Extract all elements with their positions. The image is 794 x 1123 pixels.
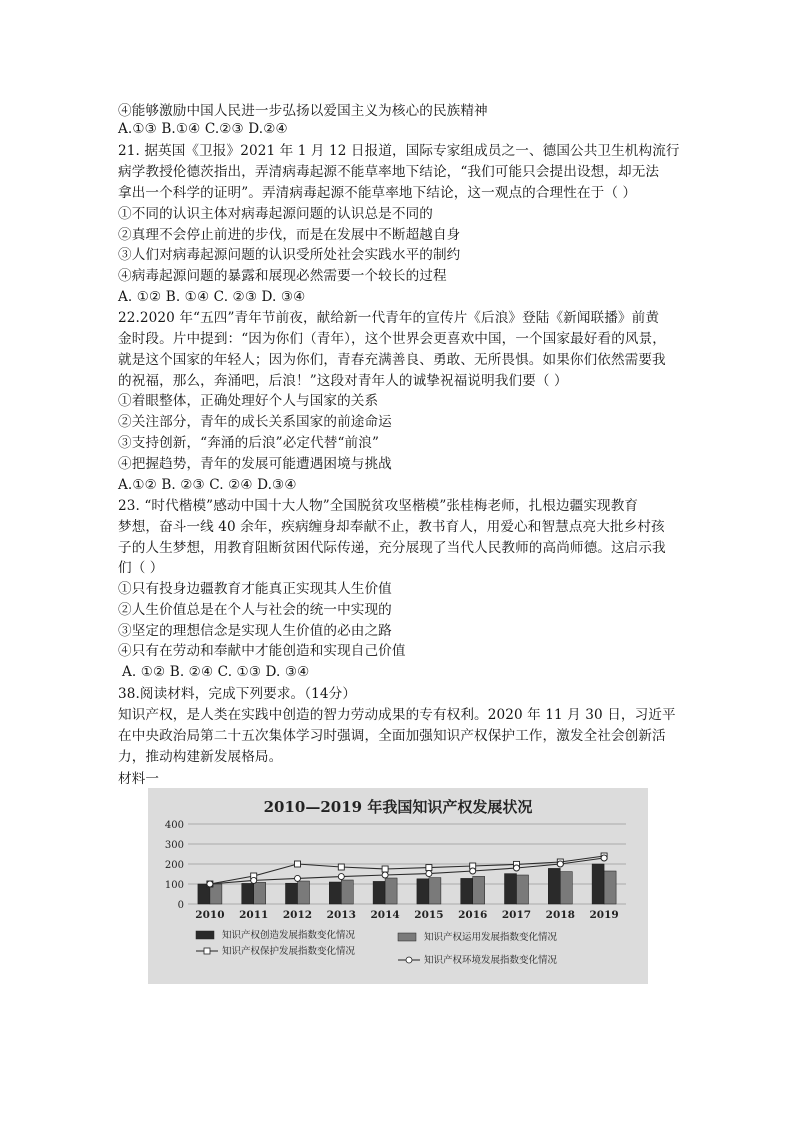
bar-creation: [329, 882, 341, 904]
bar-creation: [461, 878, 473, 904]
bar-utilization: [341, 880, 353, 904]
protection-point: [382, 866, 388, 872]
text-line: ①不同的认识主体对病毒起源问题的认识总是不同的: [118, 206, 433, 222]
y-tick-label: 200: [164, 860, 184, 871]
text-line: 知识产权，是人类在实践中创造的智力劳动成果的专有权利。2020 年 11 月 30 日，习近平: [118, 707, 676, 723]
text-line: ②人生价值总是在个人与社会的统一中实现的: [118, 602, 392, 618]
text-line: A.①② B. ②③ C. ②④ D.③④: [118, 477, 297, 493]
text-line: ④把握趋势，青年的发展可能遭遇困境与挑战: [118, 456, 392, 472]
bar-utilization: [254, 882, 266, 904]
text-line: 拿出一个科学的证明”。弄清病毒起源不能草率地下结论，这一观点的合理性在于（ ）: [118, 185, 637, 201]
bar-utilization: [473, 876, 485, 904]
y-tick-label: 300: [164, 840, 184, 851]
environment-point: [207, 881, 213, 887]
text-line: ①只有投身边疆教育才能真正实现其人生价值: [118, 581, 392, 597]
environment-point: [295, 875, 301, 881]
bar-creation: [286, 883, 298, 904]
x-tick-label: 2017: [501, 909, 532, 921]
bar-utilization: [517, 875, 529, 904]
x-tick-label: 2013: [326, 909, 356, 921]
text-line: 梦想，奋斗一线 40 余年，疾病缠身却奉献不止，教书育人，用爱心和智慧点亮大批乡村孩: [118, 519, 665, 535]
text-line: ②关注部分，青年的成长关系国家的前途命运: [118, 414, 392, 430]
text-line: 病学教授伦德茨指出，弄清病毒起源不能草率地下结论，“我们可能只会提出设想，却无法: [118, 164, 660, 180]
x-tick-label: 2012: [282, 909, 313, 921]
bar-utilization: [298, 881, 310, 904]
text-line: 子的人生梦想，用教育阻断贫困代际传递，充分展现了当代人民教师的高尚师德。这启示我: [118, 540, 666, 556]
text-line: ②真理不会停止前进的步伐，而是在发展中不断超越自身: [118, 227, 461, 243]
bar-creation: [417, 879, 429, 904]
bar-creation: [505, 874, 517, 904]
environment-point: [470, 868, 476, 874]
bar-creation: [592, 864, 604, 904]
legend-swatch: [196, 931, 214, 939]
x-tick-label: 2019: [589, 909, 619, 921]
environment-point: [601, 855, 607, 861]
text-line: ③支持创新，“奔涌的后浪”必定代替“前浪”: [118, 435, 379, 451]
environment-point: [557, 861, 563, 867]
bar-utilization: [560, 872, 572, 904]
text-line: ③坚定的理想信念是实现人生价值的必由之路: [118, 623, 392, 639]
text-line: 23. “时代楷模”感动中国十大人物”全国脱贫攻坚楷模”张桂梅老师，扎根边疆实现教育: [118, 498, 639, 514]
text-line: 的祝福，那么，奔涌吧，后浪！”这段对青年人的诚挚祝福说明我们要（ ）: [118, 373, 568, 389]
y-tick-label: 0: [177, 900, 184, 911]
text-line: A. ①② B. ②④ C. ①③ D. ③④: [122, 664, 310, 680]
text-line: ④能够激励中国人民进一步弘扬以爱国主义为核心的民族精神: [118, 103, 488, 119]
x-tick-label: 2018: [545, 909, 575, 921]
text-line: ①着眼整体，正确处理好个人与国家的关系: [118, 393, 379, 409]
text-line: ④只有在劳动和奉献中才能创造和实现自己价值: [118, 643, 406, 659]
text-line: ④病毒起源问题的暴露和展现必然需要一个较长的过程: [118, 268, 447, 284]
bar-creation: [373, 881, 385, 904]
protection-point: [295, 861, 301, 867]
legend-label: 知识产权创造发展指数变化情况: [222, 930, 356, 941]
x-tick-label: 2011: [239, 909, 269, 921]
x-tick-label: 2016: [458, 909, 488, 921]
protection-point: [426, 865, 432, 871]
environment-point: [382, 872, 388, 878]
ip-development-chart: [148, 788, 648, 984]
text-line: 就是这个国家的年轻人；因为你们，青春充满善良、勇敢、无所畏惧。如果你们依然需要我: [118, 352, 666, 368]
legend-marker: [406, 957, 412, 963]
bar-utilization: [429, 878, 441, 904]
text-line: 21. 据英国《卫报》2021 年 1 月 12 日报道，国际专家组成员之一、德国公共卫生机构流行: [118, 143, 680, 159]
text-line: 22.2020 年“五四”青年节前夜，献给新一代青年的宣传片《后浪》登陆《新闻联播》前黄: [118, 310, 660, 326]
legend-label: 知识产权环境发展指数变化情况: [424, 955, 558, 966]
legend-label: 知识产权运用发展指数变化情况: [424, 932, 558, 943]
bar-creation: [242, 883, 254, 904]
y-tick-label: 100: [164, 880, 184, 891]
text-line: 们（ ）: [118, 560, 164, 576]
bar-utilization: [385, 878, 397, 904]
environment-point: [426, 871, 432, 877]
protection-point: [338, 864, 344, 870]
chart-title: 2010—2019 年我国知识产权发展状况: [263, 798, 533, 816]
text-line: A.①③ B.①④ C.②③ D.②④: [118, 121, 288, 137]
environment-point: [251, 877, 257, 883]
text-line: 金时段。片中提到：“因为你们（青年），这个世界会更喜欢中国，一个国家最好看的风景，: [118, 331, 666, 347]
environment-point: [514, 865, 520, 871]
chart-svg: [148, 788, 648, 984]
text-line: ③人们对病毒起源问题的认识受所处社会实践水平的制约: [118, 247, 461, 263]
text-line: A. ①② B. ①④ C. ②③ D. ③④: [118, 289, 306, 305]
text-line: 材料一: [118, 771, 160, 787]
bar-utilization: [604, 871, 616, 904]
bar-creation: [548, 868, 560, 904]
x-tick-label: 2010: [195, 909, 225, 921]
x-tick-label: 2015: [414, 909, 444, 921]
x-tick-label: 2014: [370, 909, 400, 921]
legend-marker: [204, 948, 210, 954]
legend-label: 知识产权保护发展指数变化情况: [222, 946, 356, 957]
text-line: 38.阅读材料，完成下列要求。（14分）: [118, 686, 357, 702]
y-tick-label: 400: [164, 820, 184, 831]
environment-point: [338, 874, 344, 880]
text-line: 力，推动构建新发展格局。: [118, 749, 283, 765]
text-line: 在中央政治局第二十五次集体学习时强调，全面加强知识产权保护工作，激发全社会创新活: [118, 728, 666, 744]
legend-swatch: [398, 933, 416, 941]
